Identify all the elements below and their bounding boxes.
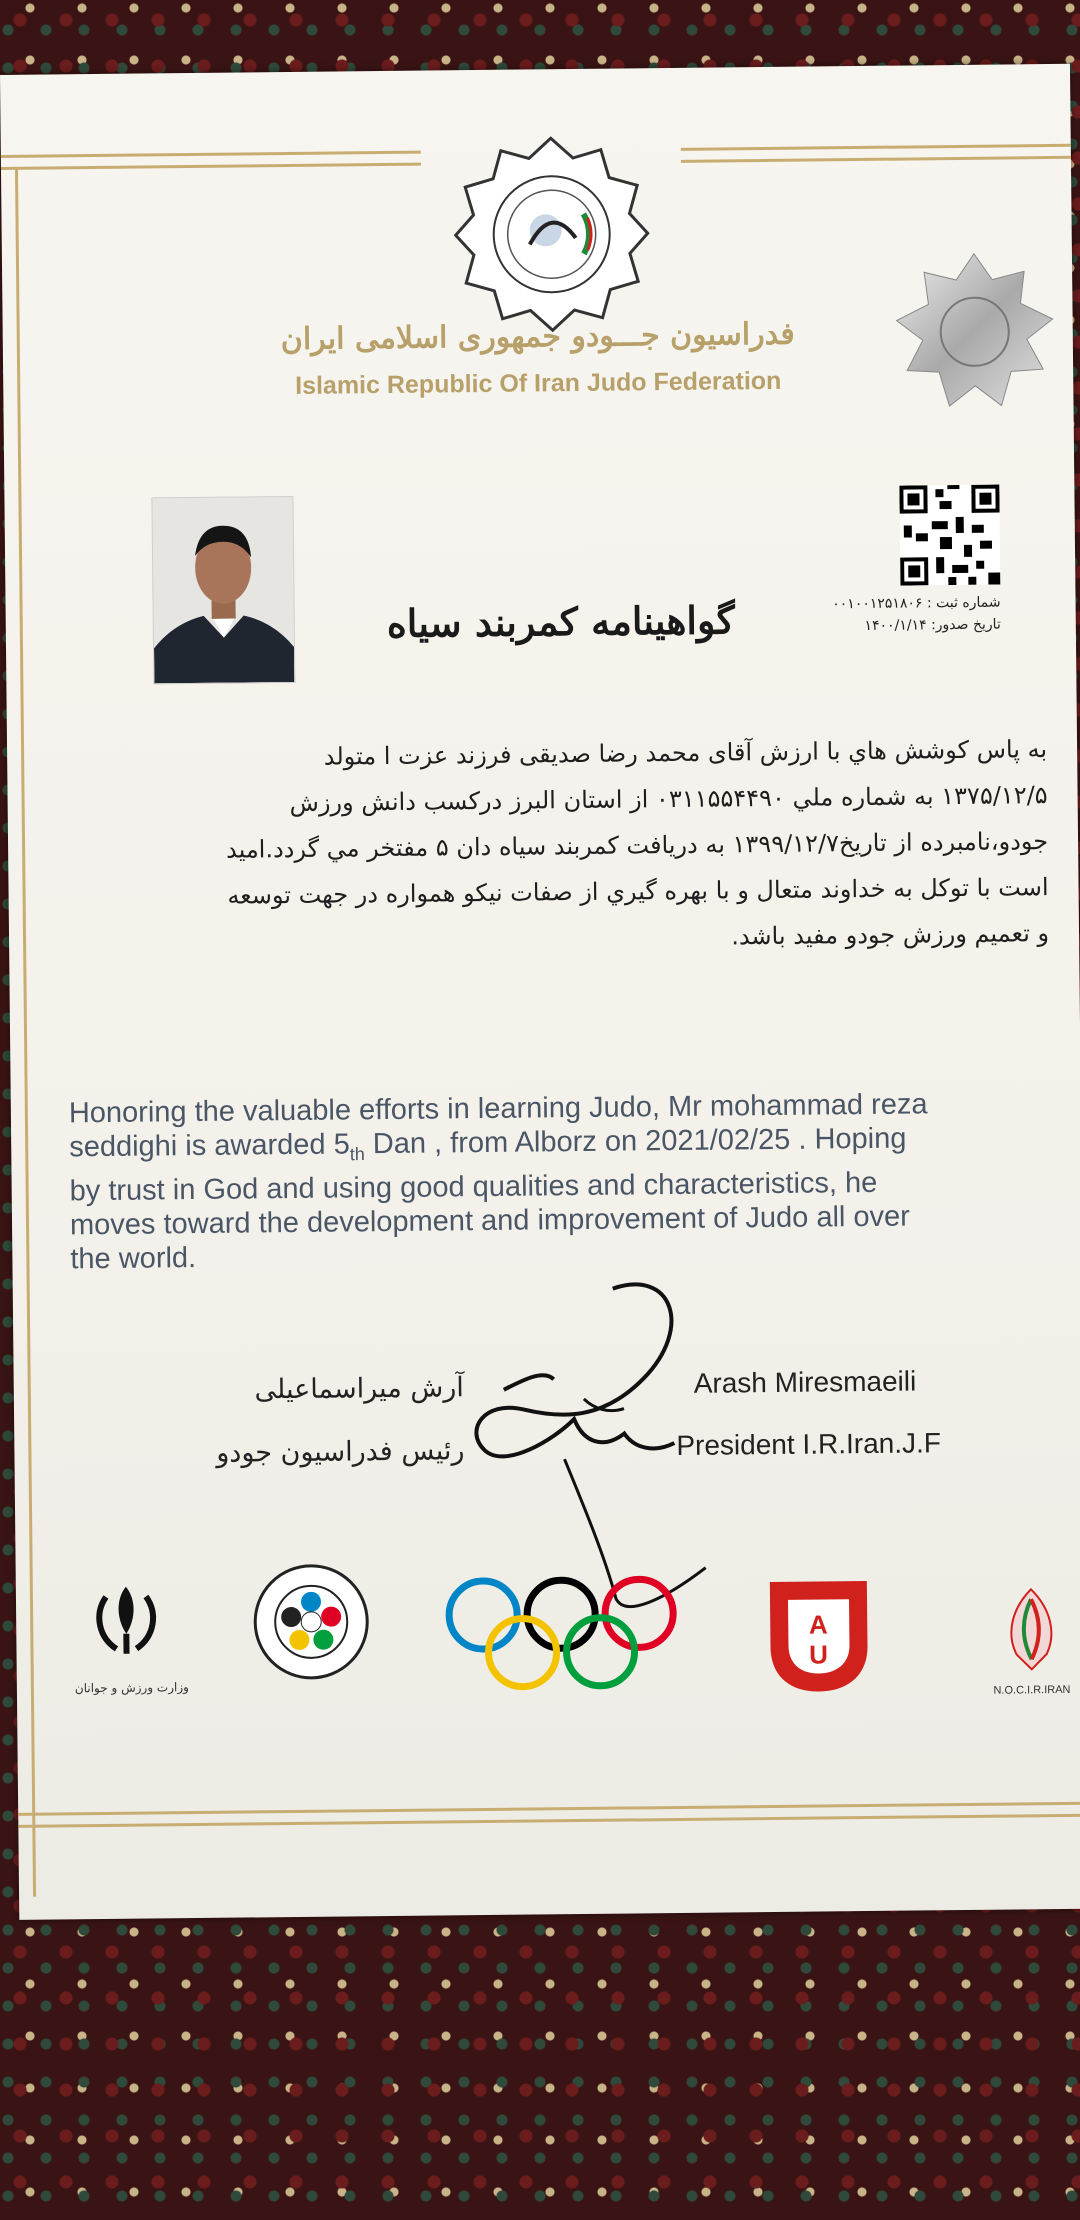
federation-name-english: Islamic Republic Of Iran Judo Federation: [295, 366, 782, 400]
qr-code-icon: [899, 485, 1000, 586]
gold-rule: [18, 1814, 1080, 1828]
iran-emblem-icon: [86, 1578, 167, 1659]
signatory-title-persian: رئیس فدراسیون جودو: [216, 1435, 465, 1469]
persian-line: و تعميم ورزش جودو مفيد باشد.: [731, 919, 1050, 951]
svg-text:A: A: [808, 1609, 828, 1640]
persian-line: است با توکل به خداوند متعال و با بهره گيري از صفات نيكو همواره در جهت توسعه: [227, 873, 1049, 910]
english-line-part: seddighi is awarded 5: [69, 1128, 350, 1164]
signatory-name-english: Arash Miresmaeili: [693, 1365, 917, 1399]
gold-rule: [1, 151, 421, 158]
noc-caption: N.O.C.I.R.IRAN: [993, 1683, 1071, 1697]
gold-rule: [15, 167, 36, 1897]
gold-rule: [18, 1802, 1080, 1816]
persian-line: به پاس کوشش هاي با ارزش آقای محمد رضا صديقی فرزند عزت ا متولد: [323, 735, 1048, 771]
signatory-name-persian: آرش میراسماعیلی: [254, 1372, 464, 1406]
issue-date: تاریخ صدور: ۱۴۰۰/۱/۱۴: [864, 616, 1001, 634]
english-line: moves toward the development and improvement of Judo all over: [69, 1200, 911, 1242]
gold-rule: [1, 163, 421, 170]
english-line: the world.: [70, 1241, 197, 1276]
judo-federation-seal-logo: [451, 133, 653, 335]
persian-line: ۱۳۷۵/۱۲/۵ به شماره ملي ۰۳۱۱۵۵۴۴۹۰ از استان البرز درکسب دانش ورزش: [289, 781, 1048, 818]
english-line: Honoring the valuable efforts in learning Judo, Mr mohammad reza: [68, 1088, 928, 1130]
olympic-rings-icon: [441, 1573, 682, 1696]
federation-name-persian: فدراسیون جـــودو جمهوری اسلامی ایران: [280, 316, 795, 358]
au-university-logo-icon: [766, 1571, 872, 1697]
svg-text:U: U: [809, 1639, 829, 1670]
persian-line: جودو،نامبرده از تاریخ۱۳۹۹/۱۲/۷ به دریافت کمربند سیاه دان ۵ مفتخر مي گردد.امید: [225, 827, 1049, 864]
carpet-background-bottom: [0, 1920, 1080, 2220]
gold-rule: [681, 156, 1071, 163]
ministry-caption: وزارت ورزش و جوانان: [74, 1680, 189, 1696]
persian-body-text: [42, 726, 1049, 967]
ijf-logo-icon: [251, 1561, 372, 1682]
certificate-paper: [0, 64, 1080, 1920]
english-line-part: Dan , from Alborz on 2021/02/25 . Hoping: [364, 1122, 907, 1161]
noc-iran-logo-icon: [991, 1584, 1072, 1680]
member-photo: [151, 496, 295, 684]
registration-number: شماره ثبت : ۰۰۱۰۰۱۲۵۱۸۰۶: [832, 594, 1001, 613]
signatory-title-english: President I.R.Iran.J.F: [676, 1427, 942, 1461]
english-body-text: [69, 1086, 1076, 1276]
english-line: by trust in God and using good qualities and characteristics, he: [69, 1166, 878, 1208]
hologram-seal-icon: [892, 249, 1059, 416]
gold-rule: [681, 144, 1071, 151]
certificate-title: گواهینامه کمربند سیاه: [386, 597, 735, 646]
ordinal-suffix: th: [349, 1144, 365, 1165]
